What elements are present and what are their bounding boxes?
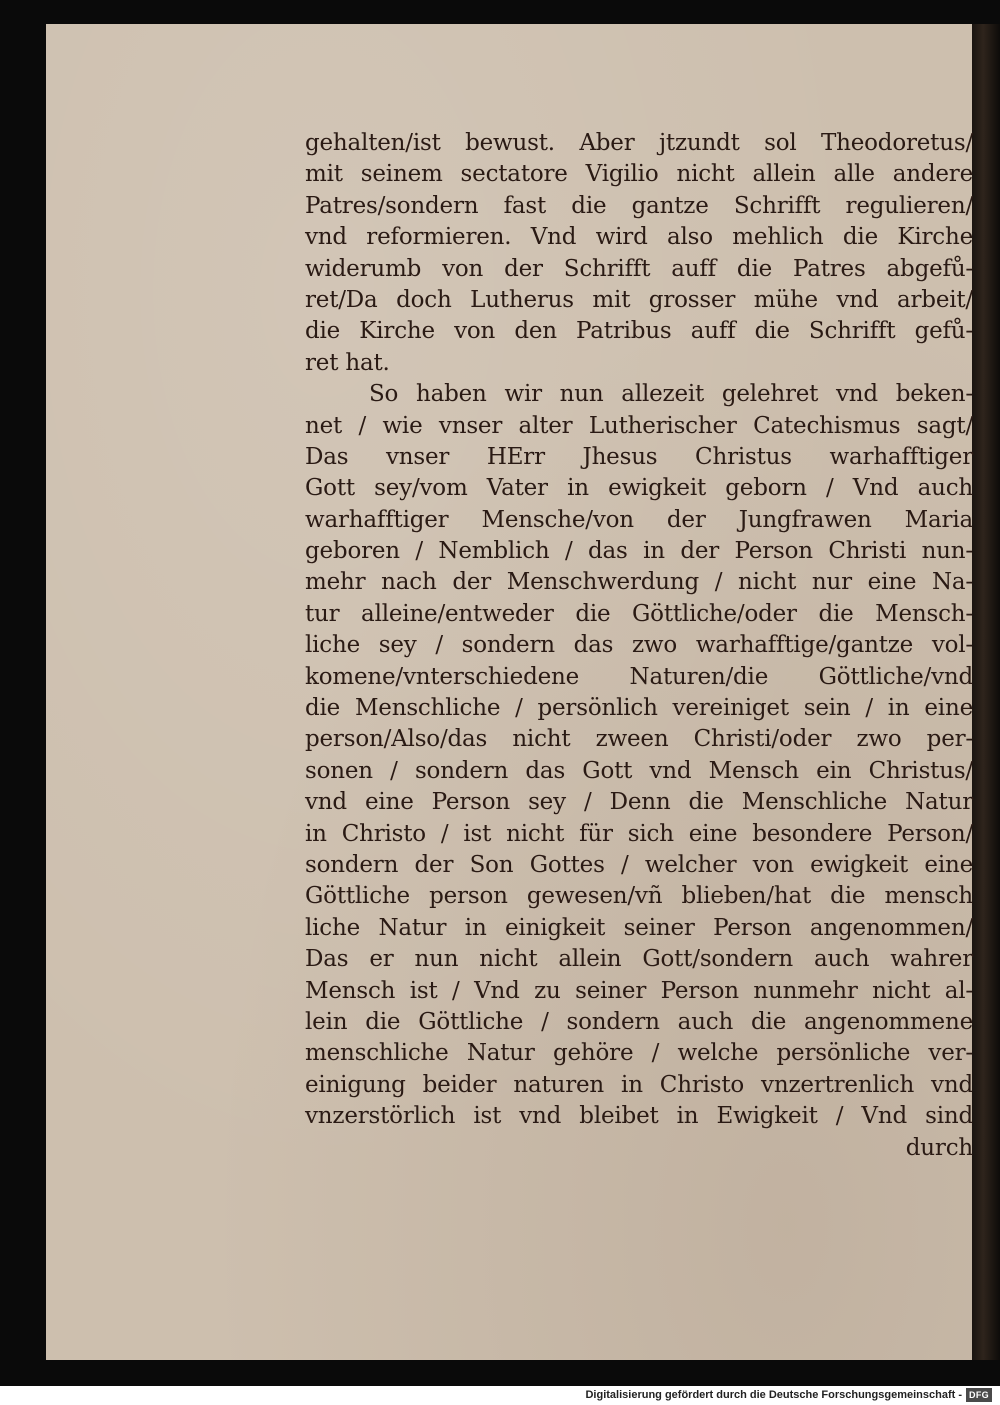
- text-line: sondern der Son Gottes / welcher von ewigkeit eine: [305, 851, 973, 878]
- text-line: gehalten/ist bewust. Aber jtzundt sol Theodoretus/: [305, 130, 973, 156]
- text-line: in Christo / ist nicht für sich eine besondere Person/: [305, 820, 973, 847]
- text-line: die Kirche von den Patribus auff die Schrifft gefů-: [305, 318, 973, 345]
- text-line: einigung beider naturen in Christo vnzertrenlich vnd: [305, 1071, 973, 1098]
- text-line: mit seinem sectatore Vigilio nicht allein alle andere: [305, 161, 973, 188]
- text-line: ret/Da doch Lutherus mit grosser mühe vnd arbeit/: [305, 286, 973, 313]
- text-line: lein die Göttliche / sondern auch die angenommene: [305, 1008, 973, 1035]
- book-gutter: [972, 24, 1000, 1360]
- text-line: net / wie vnser alter Lutherischer Catechismus sagt/: [305, 412, 973, 439]
- text-line: So haben wir nun allezeit gelehret vnd beken-: [369, 381, 973, 408]
- page-text-block: [305, 128, 973, 1164]
- text-line: Gott sey/vom Vater in ewigkeit geborn / Vnd auch: [305, 475, 973, 502]
- text-line: komene/vnterschiedene Naturen/die Göttliche/vnd: [305, 663, 973, 690]
- text-line: liche sey / sondern das zwo warhafftige/gantze vol-: [305, 632, 973, 659]
- text-line: widerumb von der Schrifft auff die Patres abgefů-: [305, 255, 973, 282]
- text-line: Das er nun nicht allein Gott/sondern auch wahrer: [305, 946, 973, 973]
- footer-credit: Digitalisierung gefördert durch die Deutsche Forschungsgemeinschaft -: [585, 1389, 962, 1401]
- text-line: menschliche Natur gehöre / welche persönliche ver-: [305, 1040, 973, 1067]
- text-line: Das vnser HErr Jhesus Christus warhafftiger: [305, 443, 973, 470]
- text-line: person/Also/das nicht zween Christi/oder zwo per-: [305, 726, 973, 753]
- text-line: vnzerstörlich ist vnd bleibet in Ewigkeit / Vnd sind: [305, 1103, 973, 1130]
- text-line: durch: [905, 1134, 973, 1161]
- text-line: Patres/sondern fast die gantze Schrifft regulieren/: [305, 192, 973, 219]
- text-line: Mensch ist / Vnd zu seiner Person nunmehr nicht al-: [305, 977, 973, 1004]
- text-line: vnd reformieren. Vnd wird also mehlich die Kirche: [305, 224, 973, 251]
- text-line: Göttliche person gewesen/vñ blieben/hat die mensch: [305, 883, 973, 910]
- text-line: geboren / Nemblich / das in der Person Christi nun-: [305, 538, 973, 565]
- text-line: sonen / sondern das Gott vnd Mensch ein Christus/: [305, 757, 973, 784]
- text-line: die Menschliche / persönlich vereiniget sein / in eine: [305, 695, 973, 722]
- text-line: ret hat.: [305, 349, 390, 376]
- text-line: vnd eine Person sey / Denn die Menschliche Natur: [305, 789, 973, 816]
- text-line: liche Natur in einigkeit seiner Person angenommen/: [305, 914, 973, 941]
- text-line: tur alleine/entweder die Göttliche/oder die Mensch-: [305, 600, 973, 627]
- text-line: mehr nach der Menschwerdung / nicht nur eine Na-: [305, 569, 973, 596]
- text-line: warhafftiger Mensche/von der Jungfrawen Maria: [305, 506, 973, 533]
- dfg-logo: DFG: [966, 1388, 992, 1402]
